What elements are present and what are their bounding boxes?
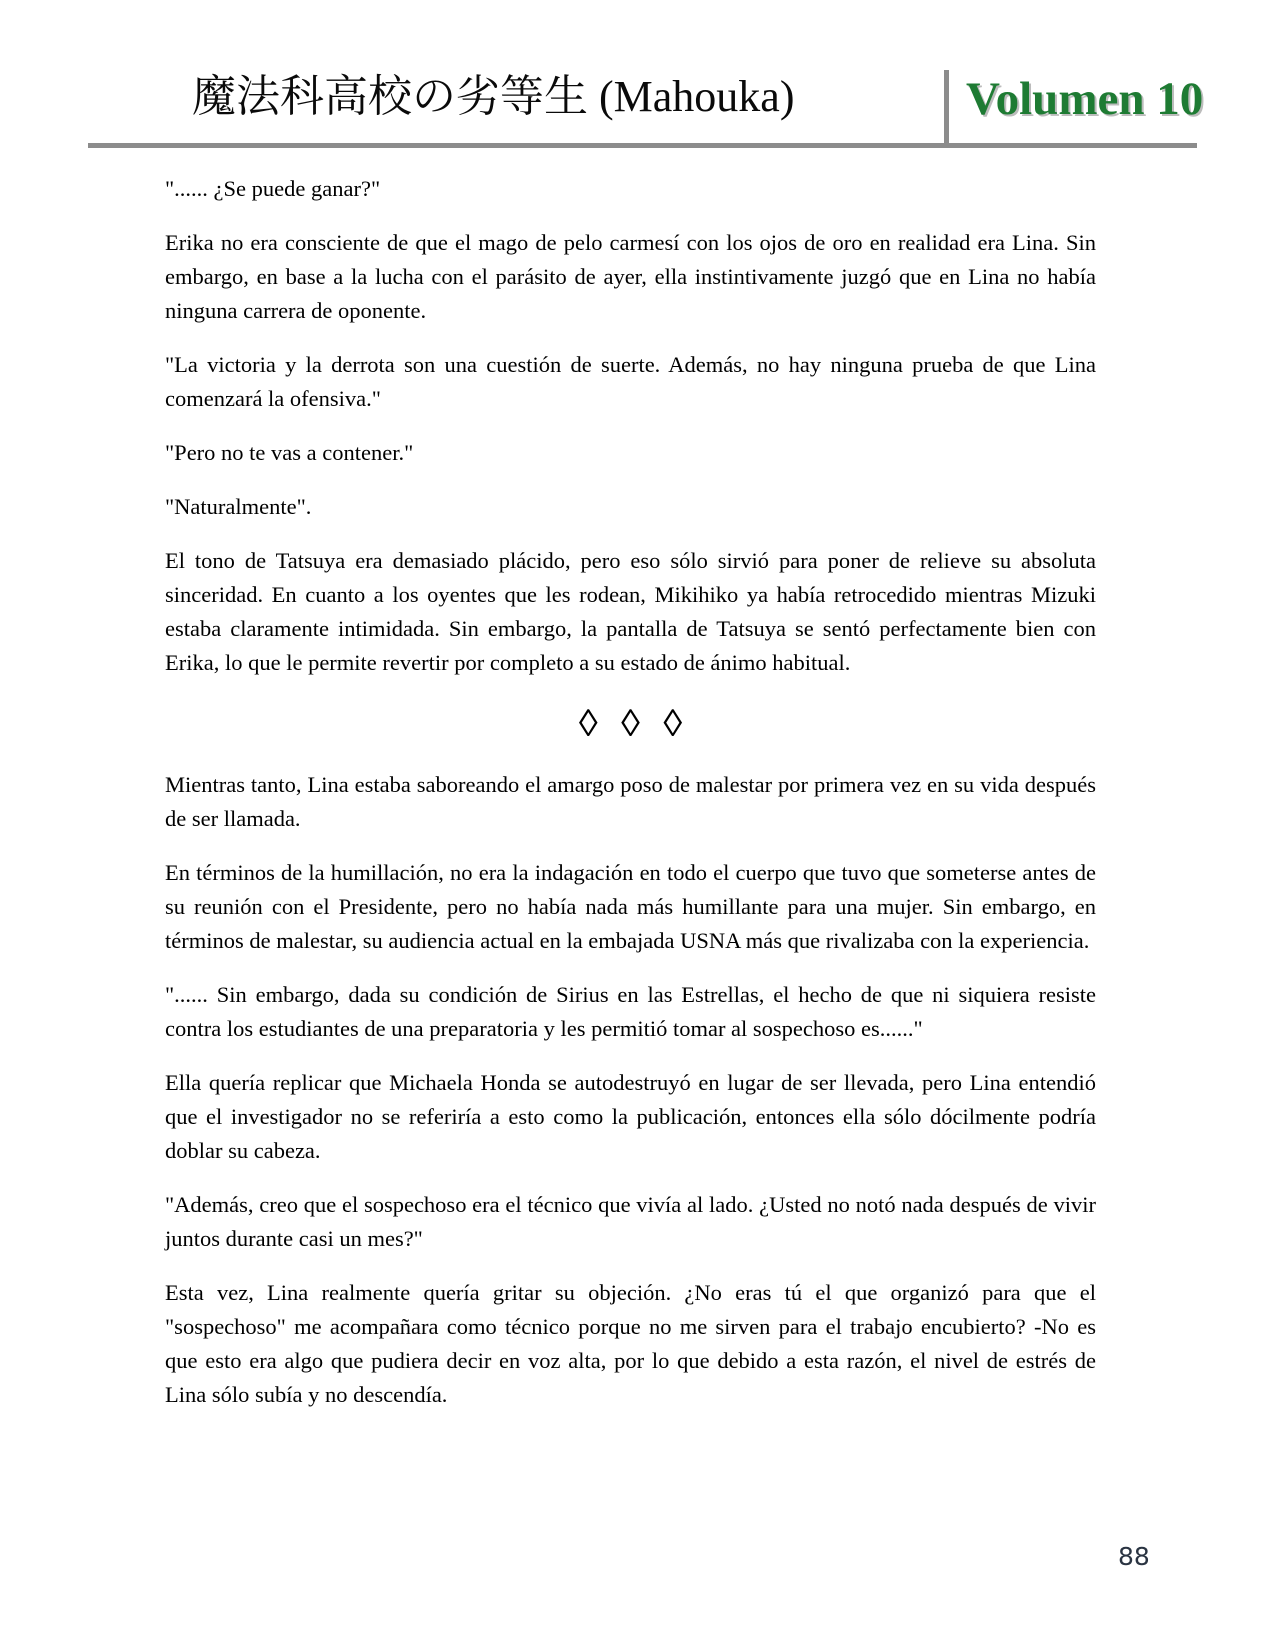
paragraph: "...... ¿Se puede ganar?" [165, 176, 381, 201]
paragraph: Erika no era consciente de que el mago de pelo carmesí con los ojos de oro en realidad era Lina. Sin embargo, en base a la lucha con el parásito de ayer, ella instintivamente juzgó que en Lina no había ninguna carrera de oponente. [165, 230, 1096, 323]
paragraph: El tono de Tatsuya era demasiado plácido, pero eso sólo sirvió para poner de relieve su absoluta sinceridad. En cuanto a los oyentes que les rodean, Mikihiko ya había retrocedido mientras Mizuki estaba claramente intimidada. Sin embargo, la pantalla de Tatsuya se sentó perfectamente bien con Erika, lo que le permite revertir por completo a su estado de ánimo habitual. [165, 548, 1096, 675]
page-header-title: 魔法科高校の劣等生 (Mahouka) [192, 72, 795, 121]
paragraph: En términos de la humillación, no era la indagación en todo el cuerpo que tuvo que someterse antes de su reunión con el Presidente, pero no había nada más humillante para una mujer. Sin embargo, en términos de malestar, su audiencia actual en la embajada USNA más que rivalizaba con la experiencia. [165, 860, 1096, 953]
volume-label: Volumen 10 [966, 73, 1204, 125]
paragraph: Mientras tanto, Lina estaba saboreando el amargo poso de malestar por primera vez en su vida después de ser llamada. [165, 772, 1096, 831]
header-horizontal-rule [88, 143, 1197, 148]
paragraph: "Además, creo que el sospechoso era el técnico que vivía al lado. ¿Usted no notó nada después de vivir juntos durante casi un mes?" [165, 1192, 1096, 1251]
paragraph: "...... Sin embargo, dada su condición de Sirius en las Estrellas, el hecho de que ni siquiera resiste contra los estudiantes de una preparatoria y les permitió tomar al sospechoso es......" [165, 982, 1096, 1041]
body-text [165, 172, 1096, 1432]
paragraph: Esta vez, Lina realmente quería gritar su objeción. ¿No eras tú el que organizó para que el "sospechoso" me acompañara como técnico porque no me sirven para el trabajo encubierto? -No es que esto era algo que pudiera decir en voz alta, por lo que debido a esta razón, el nivel de estrés de Lina sólo subía y no descendía. [165, 1280, 1096, 1407]
paragraph: "Pero no te vas a contener." [165, 440, 414, 465]
paragraph: Ella quería replicar que Michaela Honda se autodestruyó en lugar de ser llevada, pero Lina entendió que el investigador no se referiría a esto como la publicación, entonces ella sólo dócilmente podría doblar su cabeza. [165, 1070, 1096, 1163]
paragraph: "Naturalmente". [165, 494, 312, 519]
scene-separator: ◊ ◊ ◊ [578, 703, 683, 745]
paragraph: "La victoria y la derrota son una cuestión de suerte. Además, no hay ninguna prueba de que Lina comenzará la ofensiva." [165, 352, 1096, 411]
page-number: 88 [1118, 1542, 1150, 1571]
header-vertical-divider [944, 70, 949, 143]
